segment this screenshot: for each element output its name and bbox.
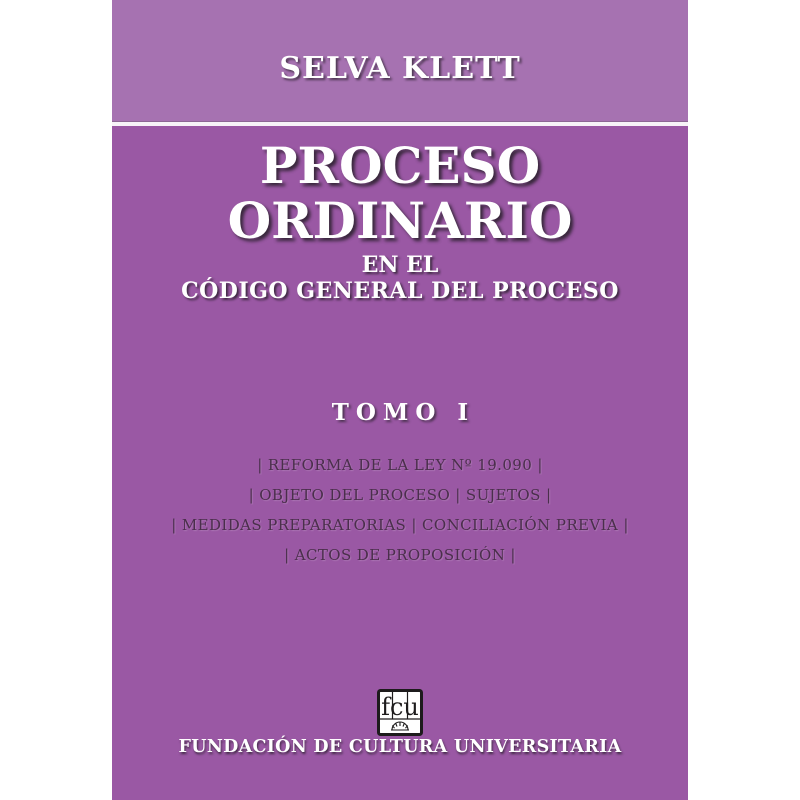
title-block (112, 138, 688, 303)
volume-label: TOMO I (331, 399, 476, 426)
author-name: SELVA KLETT (279, 51, 521, 86)
book-title-line-2: ORDINARIO (227, 191, 573, 250)
topics-list (112, 450, 688, 570)
subtitle-line-1: EN EL (361, 252, 439, 278)
book-title-line-1: PROCESO (259, 136, 541, 195)
author-band (112, 0, 688, 122)
topic-line: | REFORMA DE LA LEY Nº 19.090 | (257, 456, 543, 474)
topic-line: | OBJETO DEL PROCESO | SUJETOS | (248, 486, 552, 504)
topic-line: | MEDIDAS PREPARATORIAS | CONCILIACIÓN PREVIA | (171, 516, 629, 534)
topic-line: | ACTOS DE PROPOSICIÓN | (284, 546, 516, 564)
publisher-name: FUNDACIÓN DE CULTURA UNIVERSITARIA (178, 737, 622, 757)
subtitle-line-2: CÓDIGO GENERAL DEL PROCESO (181, 278, 619, 304)
publisher-logo (377, 689, 423, 736)
band-separator-line (112, 122, 688, 126)
fcu-logo-icon (377, 689, 423, 736)
book-cover (112, 0, 688, 800)
fcu-logo-text: fcu (381, 693, 419, 721)
